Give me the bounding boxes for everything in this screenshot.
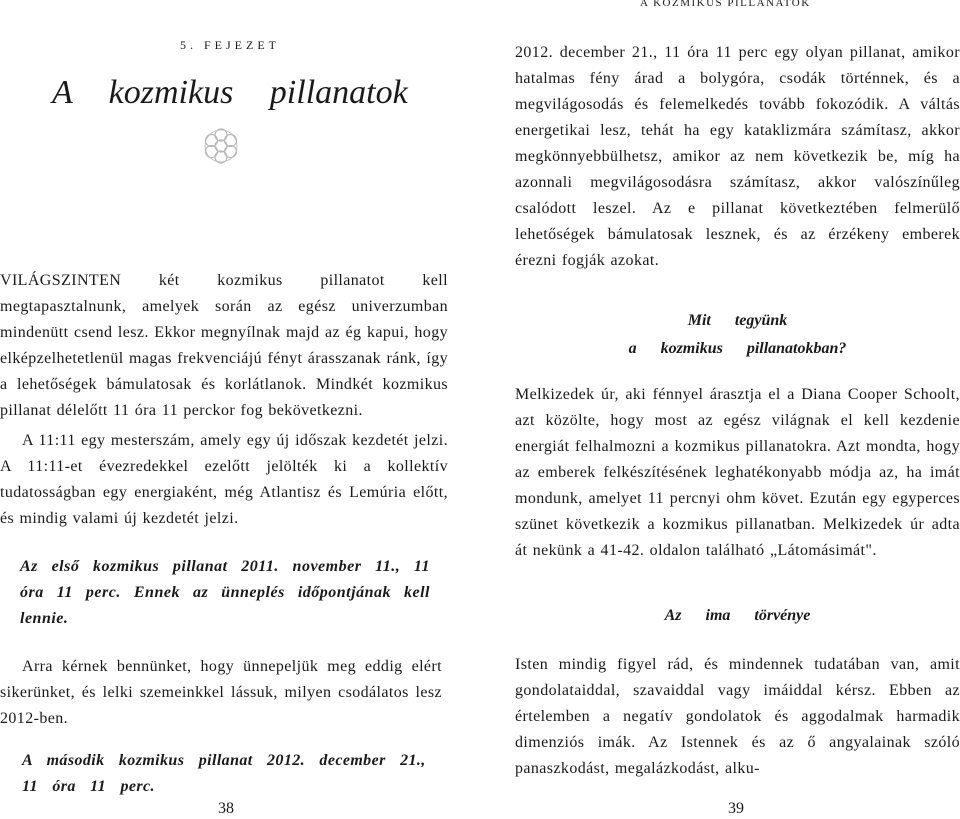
heading-law-of-prayer [515, 602, 960, 630]
paragraph-11-11: A 11:11 egy mesterszám, amely egy új időszak kezdetét jelzi. A 11:11-et évezredekkel ezelőtt jelölték ki a kollektív tudatosságban egy energiaként, még Atlantisz és Lemúria előtt, és mindig valami új kezdetét jelzi. [0, 432, 448, 527]
chapter-title: A kozmikus pillanatok [52, 74, 408, 111]
heading-what-to-do-line1: Mit tegyünk [687, 312, 788, 329]
intro-paragraph: VILÁGSZINTEN két kozmikus pillanatot kell megtapasztalnunk, amelyek során az egész univerzumban mindenütt csend lesz. Ekkor megnyílnak majd az ég kapui, hogy elképzelhetetlenül magas frekvenciájú fényt árasszanak ránk, így a lehetőségek bámulatosak és korlátlanok. Mindkét kozmikus pillanat délelőtt 11 óra 11 perckor fog bekövetkezni. [0, 272, 448, 419]
mandala-ornament-icon [197, 122, 245, 170]
running-head: A KOZMIKUS PILLANATOK [640, 0, 811, 9]
heading-what-to-do-line2: a kozmikus pillanatokban? [628, 340, 847, 357]
melkizedek-paragraph: Melkizedek úr, aki fénnyel árasztja el a Diana Cooper Schoolt, azt közölte, hogy most az egész világnak el kell kezdenie energiát felhalmozni a kozmikus pillanatokra. Azt mondta, hogy az emberek felkészítésének leghatékonyabb módja az, ha imát mondunk, amelyet 11 percnyi ohm követ. Ezután egy egyperces szünet következik a kozmikus pillanatban. Melkizedek úr adta át nekünk a 41-42. oldalon található „Látomásimát". [515, 386, 960, 559]
prayer-paragraph: Isten mindig figyel rád, és mindennek tudatában van, amit gondolataiddal, szavaiddal vagy imáiddal kérsz. Ebben az értelemben a negatív gondolatok és aggodalmak harmadik dimenziós imák. Az Istennek és az ő angyalainak szóló panaszkodást, megalázkodást, alku- [515, 656, 960, 777]
left-column [0, 268, 448, 532]
heading-what-to-do [515, 307, 960, 363]
first-moment: Az első kozmikus pillanat 2011. november 11., 11 óra 11 perc. Ennek az ünneplés időpontjának kell lennie. [20, 558, 430, 627]
celebration-block [0, 654, 442, 732]
first-moment-block [20, 554, 430, 632]
melkizedek-block [515, 382, 960, 564]
heading-law-of-prayer-text: Az ima törvénye [664, 607, 811, 624]
prayer-block [515, 652, 960, 782]
second-moment: A második kozmikus pillanat 2012. december 21., 11 óra 11 perc. [22, 752, 426, 795]
page-number-left: 38 [218, 800, 234, 817]
page-number-right: 39 [728, 800, 744, 817]
right-column-top [515, 40, 960, 274]
chapter-label: 5. FEJEZET [180, 38, 280, 52]
celebration-paragraph: Arra kérnek bennünket, hogy ünnepeljük meg eddig elért sikerünket, és lelki szemeinkkel lássuk, milyen csodálatos lesz 2012-ben. [0, 658, 442, 727]
second-moment-block [22, 748, 432, 800]
december-paragraph: 2012. december 21., 11 óra 11 perc egy olyan pillanat, amikor hatalmas fény árad a bolygóra, csodák történnek, és a megvilágosodás és felemelkedés tovább fokozódik. A váltás energetikai lesz, tehát ha egy kataklizmára számítasz, akkor megkönnyebbülhetsz, amikor az nem következik be, míg ha azonnali megvilágosodásra számítasz, akkor valószínűleg csalódott leszel. Az e pillanat következtében felmerülő lehetőségek bámulatosak lesznek, és az érzékeny emberek érezni fogják azokat. [515, 44, 960, 269]
